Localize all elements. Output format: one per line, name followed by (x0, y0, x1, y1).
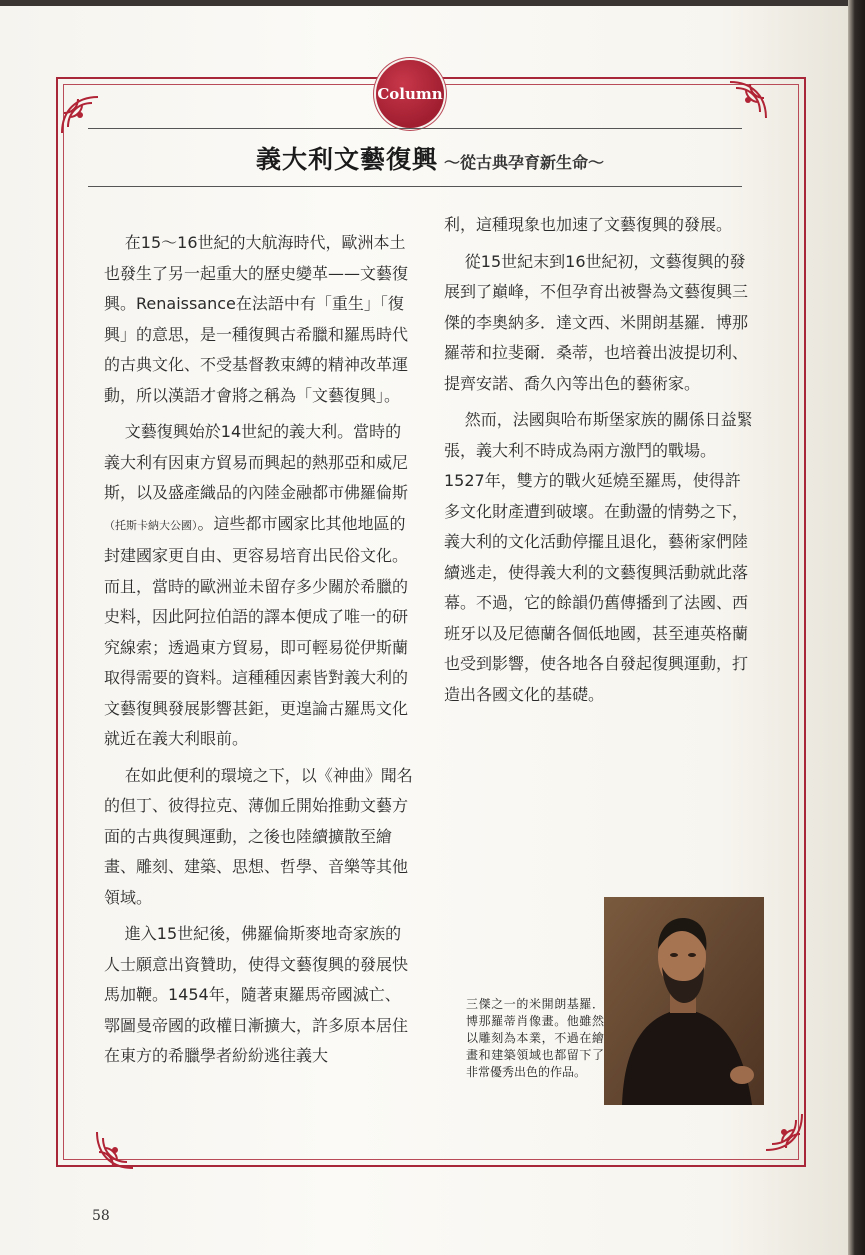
title-rule-top (88, 128, 742, 129)
text-column-left (104, 228, 416, 1078)
michelangelo-portrait-image (604, 897, 764, 1105)
title-main: 義大利文藝復興 (255, 145, 438, 174)
paragraph: 然而，法國與哈布斯堡家族的關係日益緊張，義大利不時成為兩方激鬥的戰場。1527年，雙方的戰火延燒至羅馬，使得許多文化財產遭到破壞。在動盪的情勢之下，義大利的文化活動停擺且退化，藝術家們陸續逃走，使得義大利的文藝復興活動就此落幕。不過，它的餘韻仍舊傳播到了法國、西班牙以及尼德蘭各個低地國，甚至連英格蘭也受到影響，使各地各自發起復興運動，打造出各國文化的基礎。 (444, 410, 753, 704)
footnote-inline: （托斯卡納大公國） (104, 518, 198, 532)
paragraph: 進入15世紀後，佛羅倫斯麥地奇家族的人士願意出資贊助，使得文藝復興的發展快馬加鞭。1454年，隨著東羅馬帝國滅亡、鄂圖曼帝國的政權日漸擴大，許多原本居住在東方的希臘學者紛紛逃往義大 (104, 924, 409, 1065)
paragraph: 在如此便利的環境之下，以《神曲》聞名的但丁、彼得拉克、薄伽丘開始推動文藝方面的古典復興運動，之後也陸續擴散至繪畫、雕刻、建築、思想、哲學、音樂等其他領域。 (104, 765, 413, 907)
title-subtitle: ～從古典孕育新生命～ (444, 153, 605, 172)
title-rule-bottom (88, 186, 742, 187)
corner-ornament-bottom-right-icon (760, 1108, 806, 1154)
paragraph-continued: 利，這種現象也加速了文藝復興的發展。 (444, 215, 733, 234)
image-caption: 三傑之一的米開朗基羅．博那羅蒂肖像畫。他雖然以雕刻為本業，不過在繪畫和建築領域也都留下了非常優秀出色的作品。 (466, 997, 604, 1079)
corner-ornament-top-left-icon (58, 93, 104, 139)
paragraph: 文藝復興始於14世紀的義大利。當時的義大利有因東方貿易而興起的熱那亞和威尼斯，以及盛產織品的內陸金融都市佛羅倫斯（托斯卡納大公國）。這些都市國家比其他地區的封建國家更自由、更容易培育出民俗文化。而且，當時的歐洲並未留存多少關於希臘的史料，因此阿拉伯語的譯本便成了唯一的研究線索；透過東方貿易，即可輕易從伊斯蘭取得需要的資料。這種種因素皆對義大利的文藝復興發展影響甚鉅，更遑論古羅馬文化就近在義大利眼前。 (104, 422, 409, 748)
column-badge: Column (376, 60, 444, 128)
scan-edge-top (0, 0, 865, 6)
book-spine (848, 0, 865, 1255)
article-title (90, 140, 770, 176)
page-number: 58 (92, 1208, 110, 1224)
paragraph: 在15～16世紀的大航海時代，歐洲本土也發生了另一起重大的歷史變革——文藝復興。Renaissance在法語中有「重生」「復興」的意思，是一種復興古希臘和羅馬時代的古典文化、不受基督教束縛的精神改革運動，所以漢語才會將之稱為「文藝復興」。 (104, 233, 409, 405)
text-column-right (444, 210, 756, 716)
paragraph: 從15世紀末到16世紀初，文藝復興的發展到了巔峰，不但孕育出被譽為文藝復興三傑的李奧納多．達文西、米開朗基羅．博那羅蒂和拉斐爾．桑蒂，也培養出波提切利、提齊安諾、喬久內等出色的藝術家。 (444, 251, 749, 393)
corner-ornament-bottom-left-icon (93, 1126, 139, 1172)
corner-ornament-top-right-icon (724, 78, 770, 124)
